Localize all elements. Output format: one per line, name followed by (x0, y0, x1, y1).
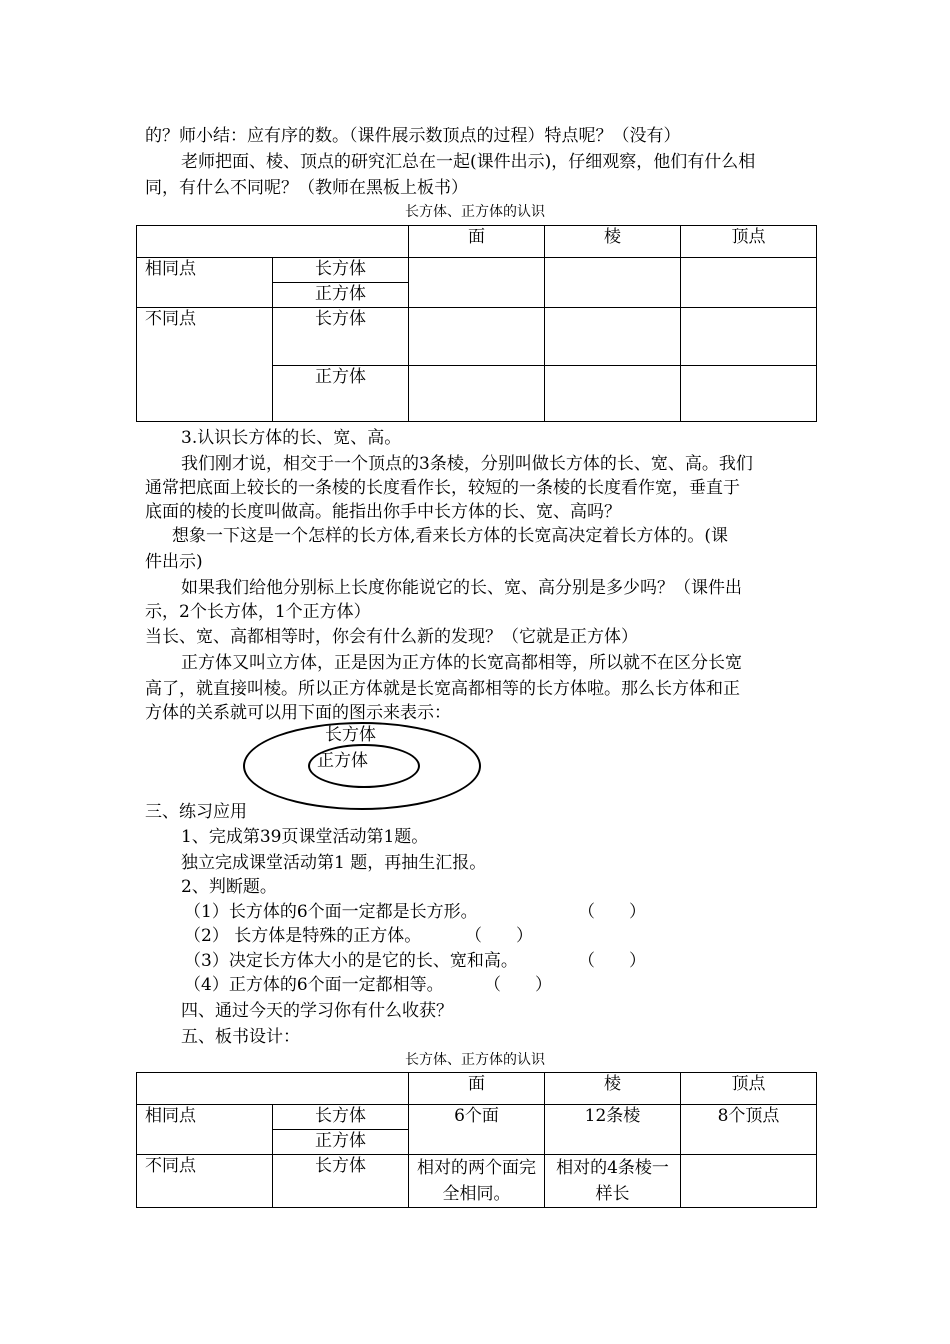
table1-same-cuboid: 长方体 (273, 258, 409, 283)
table2-diff-faces: 相对的两个面完全相同。 (409, 1155, 545, 1208)
table1-diff-label: 不同点 (137, 308, 273, 422)
table1-same-vertices (681, 258, 817, 308)
table2-same-cube: 正方体 (273, 1130, 409, 1155)
table1-diff-cube: 正方体 (273, 366, 409, 422)
judge-3-text: （3）决定长方体大小的是它的长、宽和高。 (184, 951, 518, 971)
section3-p3-line1: 如果我们给他分别标上长度你能说它的长、宽、高分别是多少吗？（课件出 (181, 578, 742, 598)
judge-4-blank: （ ） (484, 975, 552, 995)
table2-caption: 长方体、正方体的认识 (405, 1052, 545, 1068)
table1-caption: 长方体、正方体的认识 (405, 204, 545, 220)
practice-title: 三、练习应用 (145, 802, 247, 822)
table1-row-same-cuboid (137, 258, 817, 283)
diagram-inner-label: 正方体 (317, 751, 368, 771)
section3-p1-line3: 底面的棱的长度叫做高。能指出你手中长方体的长、宽、高吗？ (145, 502, 621, 522)
section3-p1-line2: 通常把底面上较长的一条棱的长度看作长，较短的一条棱的长度看作宽，垂直于 (145, 478, 740, 498)
section4-title: 四、通过今天的学习你有什么收获？ (181, 1001, 453, 1021)
table2-corner-cell (137, 1073, 409, 1105)
table1-corner-cell (137, 226, 409, 258)
table1-header-vertices: 顶点 (681, 226, 817, 258)
table2-row-diff-cuboid (137, 1155, 817, 1208)
section3-p5-line3: 方体的关系就可以用下面的图示来表示： (145, 703, 451, 723)
table2-same-vertices: 8个顶点 (681, 1105, 817, 1155)
section3-p1-line1: 我们刚才说，相交于一个顶点的3条棱，分别叫做长方体的长、宽、高。我们 (181, 454, 753, 474)
section3-p2-line2: 件出示) (145, 552, 203, 572)
table2-header-edges: 棱 (545, 1073, 681, 1105)
section3-p5-line1: 正方体又叫立方体，正是因为正方体的长宽高都相等，所以就不在区分长宽 (181, 653, 742, 673)
table2-header-vertices: 顶点 (681, 1073, 817, 1105)
intro-line-3: 同，有什么不同呢？（教师在黑板上板书） (145, 178, 468, 198)
table1-header-edges: 棱 (545, 226, 681, 258)
judge-1-text: （1）长方体的6个面一定都是长方形。 (184, 902, 478, 922)
section5-title: 五、板书设计： (181, 1027, 300, 1047)
table2-same-cuboid: 长方体 (273, 1105, 409, 1130)
table1-diff-cube-edges (545, 366, 681, 422)
table2-diff-cuboid: 长方体 (273, 1155, 409, 1208)
table1-diff-cuboid-vertices (681, 308, 817, 366)
table2-same-label: 相同点 (137, 1105, 273, 1155)
section3-p4: 当长、宽、高都相等时，你会有什么新的发现？（它就是正方体） (145, 627, 638, 647)
table2-row-same-cuboid (137, 1105, 817, 1130)
table1-row-diff-cuboid (137, 308, 817, 366)
table2-header-row (137, 1073, 817, 1105)
section3-p5-line2: 高了，就直接叫棱。所以正方体就是长宽高都相等的长方体啦。那么长方体和正 (145, 679, 740, 699)
table1 (136, 225, 817, 422)
intro-line-1: 的？师小结：应有序的数。（课件展示数顶点的过程）特点呢？（没有） (145, 126, 681, 146)
table2-header-faces: 面 (409, 1073, 545, 1105)
section3-title: 3.认识长方体的长、宽、高。 (181, 428, 402, 448)
judge-3-blank: （ ） (578, 951, 646, 971)
table2-same-faces: 6个面 (409, 1105, 545, 1155)
table2-diff-edges: 相对的4条棱一样长 (545, 1155, 681, 1208)
table1-header-faces: 面 (409, 226, 545, 258)
section3-p2-line1: 想象一下这是一个怎样的长方体,看来长方体的长宽高决定着长方体的。(课 (172, 526, 729, 546)
table2-same-edges: 12条棱 (545, 1105, 681, 1155)
table1-same-cube: 正方体 (273, 283, 409, 308)
practice-item-1: 1、完成第39页课堂活动第1题。 (181, 827, 429, 847)
practice-item-1-note: 独立完成课堂活动第1 题，再抽生汇报。 (181, 853, 487, 873)
table1-diff-cuboid-faces (409, 308, 545, 366)
table1-same-faces (409, 258, 545, 308)
judge-1-blank: （ ） (578, 902, 646, 922)
table1-diff-cuboid: 长方体 (273, 308, 409, 366)
section3-p3-line2: 示，2个长方体，1个正方体） (145, 602, 371, 622)
table1-same-label: 相同点 (137, 258, 273, 308)
judge-4-text: （4）正方体的6个面一定都相等。 (184, 975, 444, 995)
diagram-outer-label: 长方体 (325, 725, 376, 745)
judge-2-blank: （ ） (465, 926, 533, 946)
table1-same-edges (545, 258, 681, 308)
practice-item-2: 2、判断题。 (181, 877, 277, 897)
judge-2-text: （2） 长方体是特殊的正方体。 (184, 926, 422, 946)
table2 (136, 1072, 817, 1208)
table2-diff-label: 不同点 (137, 1155, 273, 1208)
table1-diff-cube-faces (409, 366, 545, 422)
table1-diff-cuboid-edges (545, 308, 681, 366)
table1-header-row (137, 226, 817, 258)
table2-diff-vertices (681, 1155, 817, 1208)
intro-line-2: 老师把面、棱、顶点的研究汇总在一起(课件出示)，仔细观察，他们有什么相 (181, 152, 756, 172)
table1-diff-cube-vertices (681, 366, 817, 422)
